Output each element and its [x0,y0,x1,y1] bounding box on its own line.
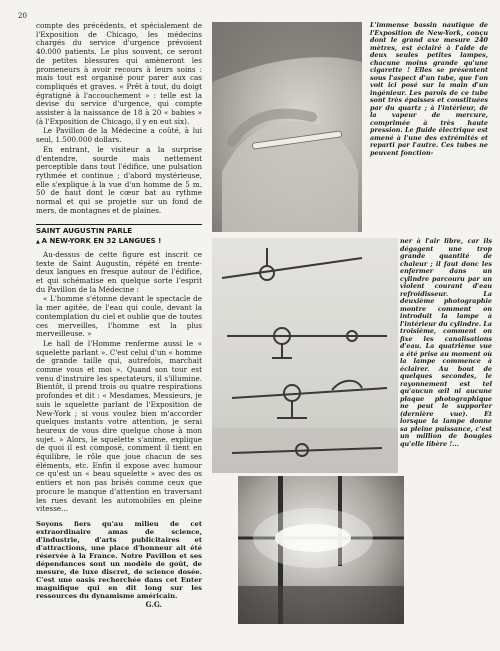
article-paragraph: En entrant, le visiteur a la surprise d'entendre, sourde mais nettement perceptible dans tout l'édifice, une pulsation rythmée et continue ; d'abord mystérieuse, elle s'explique à la vue d'un homme de 5 m. 50 de haut dont le cœur bat au rythme normal et qui se projette sur un fond de mers, de montagnes et de plaines. [36,144,202,215]
article-paragraph: Au-dessus de cette figure est inscrit ce texte de Saint Augustin, répété en trente-deux langues en fresque autour de l'édifice, et qui schématise en quelque sorte l'esprit du Pavillon de la Médecine : [36,249,202,294]
article-paragraph: Le Pavillon de la Médecine a coûté, à lui seul, 1.500.000 dollars. [36,126,202,145]
photo-caption-middle: ner à l'air libre, car ils dégagent une trop grande quantité de chaleur ; il faut donc les enfermer dans un cylindre parcouru par un violent courant d'eau refroidisseur. La deuxième photographie montre comment on introduit la lampe à l'intérieur du cylindre. La troisième, comment on fixe les canalisations d'eau. La quatrième vue a été prise au moment où la lampe commence à éclairer. Au bout de quelques secondes, le rayonnement est tel qu'aucun œil ni aucune plaque photographique ne peut le supporter (dernière vue). Et lorsque la lampe donne sa pleine puissance, c'est un million de bougies qu'elle libère !... [400,237,493,448]
author-signature: G.G. [145,599,162,609]
photo-caption-top: L'immense bassin nautique de l'Exposition de New-York, conçu dont le grand axe mesure 240 mètres, est éclairé à l'aide de deux seules petites lampes, chacune moins grande qu'une cigarette ! Elles se présentent sous l'aspect d'un tube, que l'on voit ici posé sur la main d'un ingénieur. Les parois de ce tube sont très épaisses et constituées par du quartz ; à l'intérieur, de la vapeur de mercure, comprimée à très haute pression. Le fluide électrique est amené à l'une des extrémités et reparti par l'autre. Ces tubes ne peuvent fonction- [370,21,488,157]
article-paragraph: « L'homme s'étonne devant le spectacle de la mer agitée, de l'eau qui coule, devant la contemplation du ciel et oublie que de toutes ces merveilles, l'homme est la plus merveilleuse. » [36,294,202,339]
section-title: SAINT AUGUSTIN PARLE [36,224,202,236]
article-paragraph: Le hall de l'Homme renferme aussi le « squelette parlant ». C'est celui d'un « homme de grande taille qui, autrefois, marchait comme vous et moi ». Quand son tour est venu d'instruire les spectateurs, il s'illumine. Bientôt, il prend trois ou quatre respirations profondes et dit : « Mesdames, Messieurs, je suis le squelette parlant de l'Exposition de New-York ; si vous voulez bien m'accorder quelques instants votre attention, je serai heureux de vous dire quelque chose à mon sujet. » Alors, le squelette s'anime, explique de quoi il est composé, comment il tient en équilibre, le rôle que joue chacun de ses éléments, etc. Enfin il expose avec humour ce qu'est un « beau squelette » avec des os entiers et non pas brisés comme ceux que procure le manque d'attention en traversant les rues devant les automobiles en pleine vitesse... [36,338,202,514]
cylinder-assembly-photos [212,238,398,473]
left-column-article [36,22,202,610]
page-number: 20 [18,12,27,20]
closing-note: Soyons fiers qu'au milieu de cet extraordinaire amas de science, d'industrie, d'arts publicitaires et d'attractions, une place d'honneur ait été réservée à la France. Notre Pavillon et ses dépendances sont un modèle de goût, de mesure, de luxe discret, de science dosée. C'est une oasis recherchée dans cet Enter magnifique qui en dit long sur les ressources du dynamisme américain. [36,519,202,600]
article-paragraph: compte des précédents, et spécialement de l'Exposition de Chicago, les médecins chargés du service d'urgence prévoient 40.000 patients. Le plus souvent, ce seront de petites blessures qui amèneront les promeneurs à avoir recours à leurs soins : mais tout est organisé pour parer aux cas compliqués et graves. « Prêt à tout, du doigt égratigné à l'accouchement » : telle est la devise du service d'urgence, qui compte assister à la naissance de 18 à 20 « babies » (à l'Exposition de Chicago, il y en eut six). [36,21,202,126]
lamp-lighting-photo [238,476,404,624]
hand-with-lamp-photo [212,22,362,232]
section-subtitle: ▲ A NEW-YORK EN 32 LANGUES ! [36,237,202,247]
